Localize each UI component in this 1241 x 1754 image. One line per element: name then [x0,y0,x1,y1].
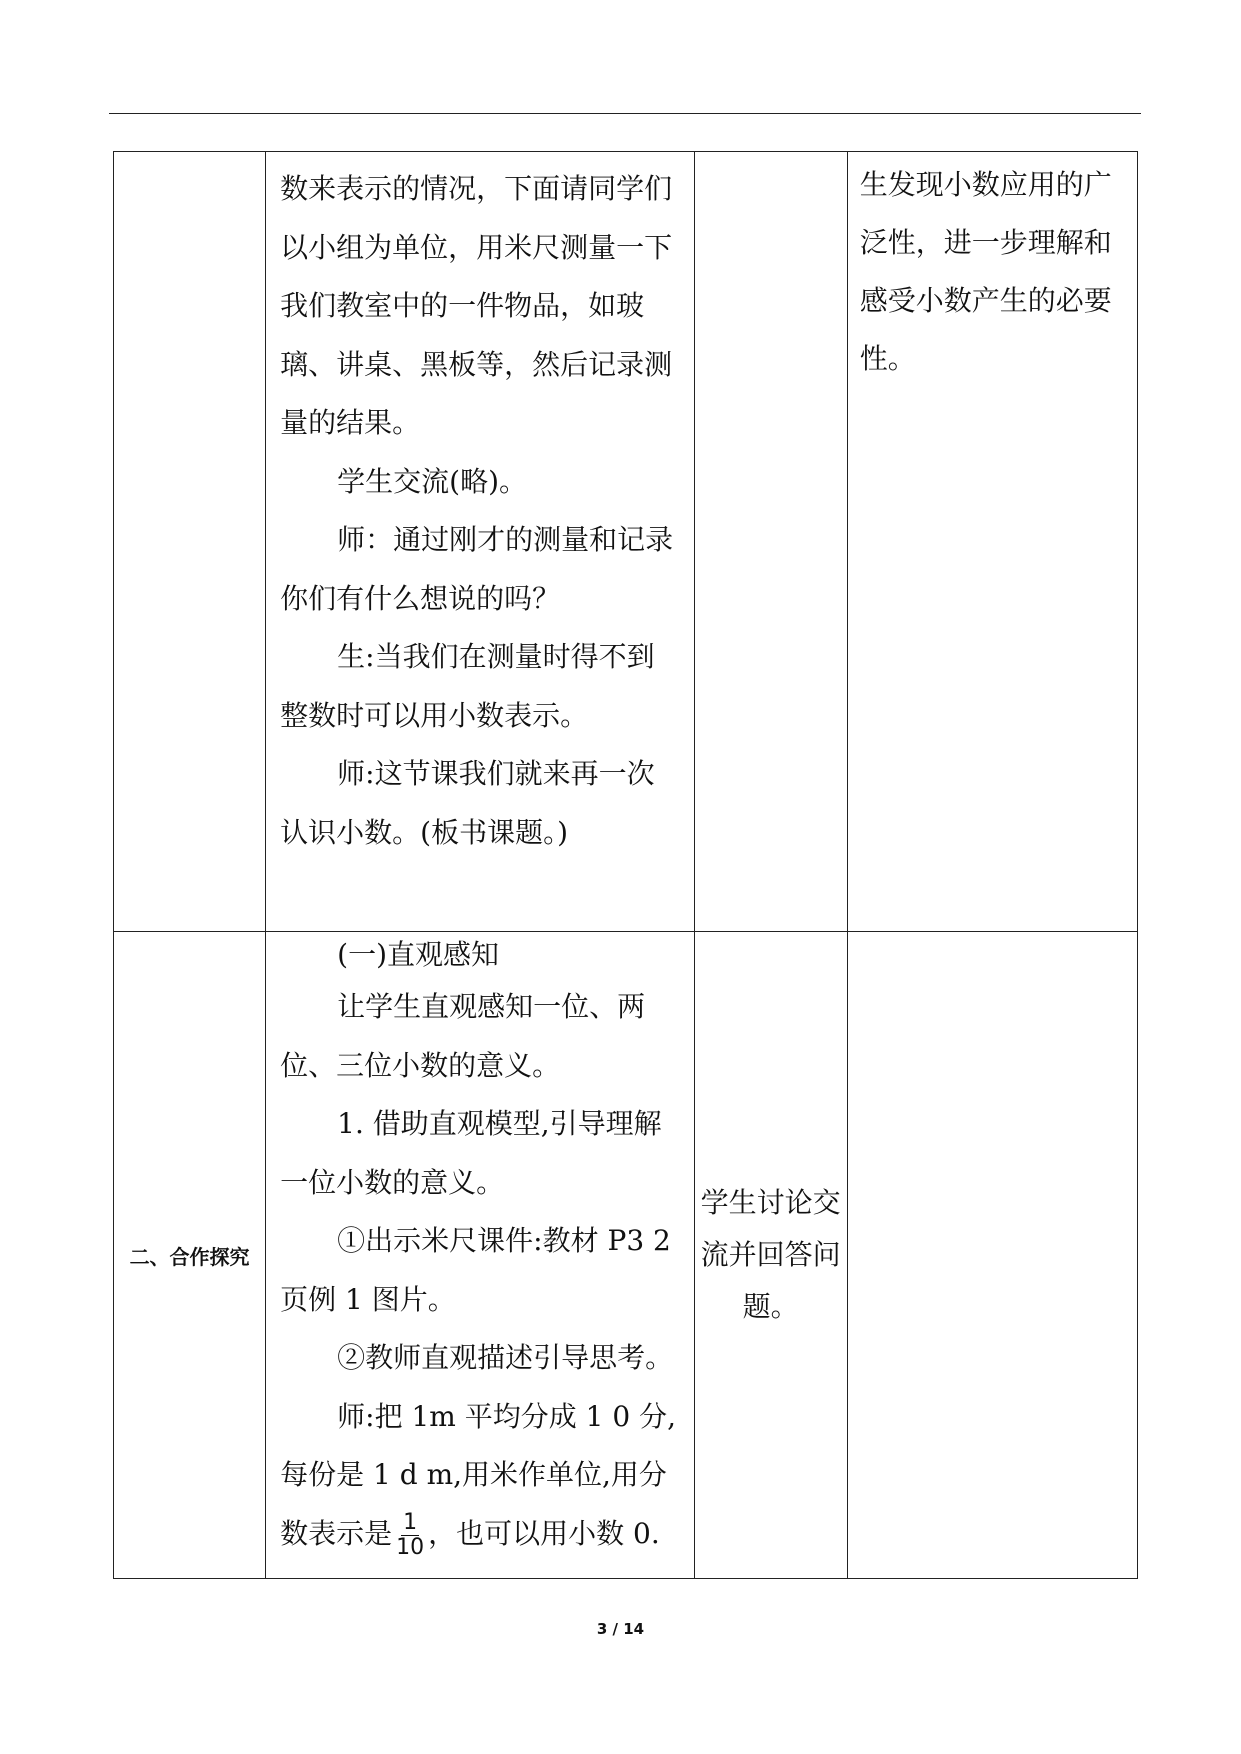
note-cell [847,932,1137,1579]
note-cell [847,152,1137,932]
activity-cell [694,152,847,932]
content-text [266,932,693,1563]
table-row [114,152,1138,932]
paragraph: 学生交流(略)。 [337,464,527,498]
header-rule [109,113,1141,114]
paragraph: (一)直观感知 [337,938,499,971]
paragraph: 1. 借助直观模型,引导理解一位小数的意义。 [280,1107,662,1199]
paragraph: 生:当我们在测量时得不到整数时可以用小数表示。 [280,640,655,732]
fraction-numerator: 1 [403,1509,418,1535]
note-text: 生发现小数应用的广泛性，进一步理解和感受小数产生的必要性。 [859,168,1112,375]
paragraph: 数来表示的情况，下面请同学们以小组为单位，用米尺测量一下我们教室中的一件物品，如玻璃、讲桌、黑板等，然后记录测量的结果。 [280,172,673,439]
paragraph: 让学生直观感知一位、两位、三位小数的意义。 [280,990,646,1082]
section-label-cell [114,932,266,1579]
fraction [394,1511,426,1560]
content-text [266,152,693,862]
fraction-denominator: 10 [396,1534,425,1560]
activity-text: 学生讨论交流并回答问题。 [700,1186,841,1323]
text-fragment: 数表示是 [280,1516,393,1550]
paragraph: ①出示米尺课件:教材 P3 2 页例 1 图片。 [280,1224,671,1316]
lesson-plan-table [113,151,1138,1579]
section-label: 二、合作探究 [129,1244,250,1269]
content-cell [266,932,694,1579]
table-row [114,932,1138,1579]
section-label-cell [114,152,266,932]
text-fragment: ，也可以用小数 0. [428,1516,660,1550]
paragraph: 师:把 1m 平均分成 1 0 分,每份是 1 d m,用米作单位,用分 [280,1399,676,1491]
paragraph: 师:这节课我们就来再一次认识小数。(板书课题。) [280,757,655,849]
paragraph: ②教师直观描述引导思考。 [337,1341,674,1374]
note-text [848,932,1137,936]
page-number: 3 / 14 [596,1620,645,1638]
content-cell [266,152,694,932]
paragraph [280,1505,681,1564]
activity-cell [694,932,847,1579]
paragraph: 师：通过刚才的测量和记录你们有什么想说的吗？ [280,523,674,615]
